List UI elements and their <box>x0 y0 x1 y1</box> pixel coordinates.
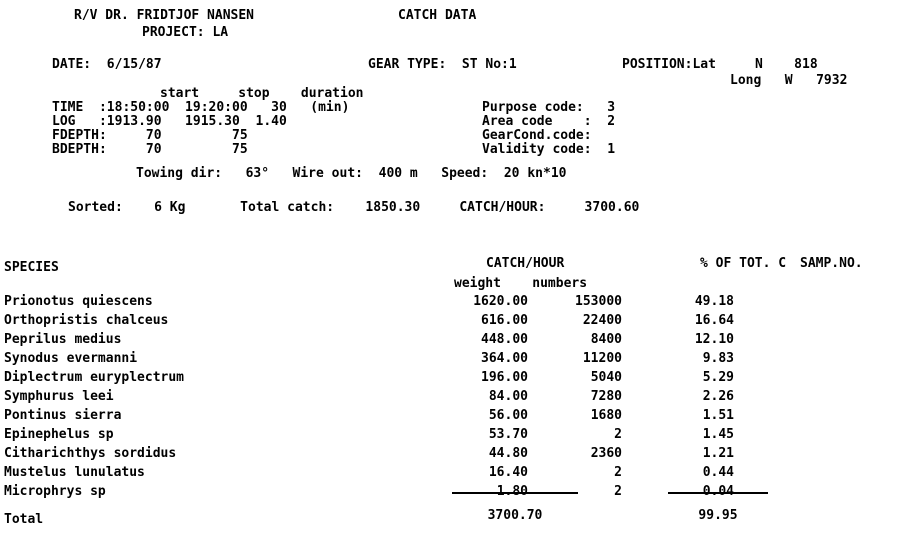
time-field: TIME :18:50:00 19:20:00 30 (min) <box>52 100 350 115</box>
position-long-field: Long W 7932 <box>730 73 848 88</box>
table-row <box>0 427 900 446</box>
towing-details-field: Towing dir: 63° Wire out: 400 m Speed: 20 kn*10 <box>136 166 567 181</box>
species-name: Epinephelus sp <box>4 427 114 442</box>
bdepth-field: BDEPTH: 70 75 <box>52 142 248 157</box>
document-type-title: CATCH DATA <box>398 8 477 23</box>
species-name: Synodus evermanni <box>4 351 138 366</box>
species-name: Peprilus medius <box>4 332 122 347</box>
column-subheader-weight-numbers: weight numbers <box>454 276 588 291</box>
species-numbers: 2 <box>614 465 622 480</box>
table-row <box>0 446 900 465</box>
species-numbers: 8400 <box>590 332 622 347</box>
column-header-species: SPECIES <box>4 260 59 275</box>
vessel-title: R/V DR. FRIDTJOF NANSEN <box>74 8 255 23</box>
species-pct-total: 5.29 <box>702 370 734 385</box>
table-row <box>0 408 900 427</box>
species-weight: 196.00 <box>481 370 528 385</box>
species-weight: 16.40 <box>488 465 528 480</box>
species-pct-total: 16.64 <box>694 313 734 328</box>
column-header-catch-hour: CATCH/HOUR <box>486 256 565 271</box>
species-name: Citharichthys sordidus <box>4 446 177 461</box>
species-numbers: 11200 <box>582 351 622 366</box>
sorted-totals-field: Sorted: 6 Kg Total catch: 1850.30 CATCH/HOUR: 3700.60 <box>68 200 640 215</box>
species-numbers: 2 <box>614 427 622 442</box>
species-pct-total: 9.83 <box>702 351 734 366</box>
weight-total-rule <box>452 492 578 494</box>
total-pct-value: 99.95 <box>698 508 738 523</box>
time-columns-header: start stop duration <box>160 86 364 101</box>
species-pct-total: 0.44 <box>702 465 734 480</box>
gear-condition-code-field: GearCond.code: <box>482 128 592 143</box>
species-numbers: 22400 <box>582 313 622 328</box>
area-code-field: Area code : 2 <box>482 114 616 129</box>
species-numbers: 2 <box>614 484 622 499</box>
species-pct-total: 2.26 <box>702 389 734 404</box>
date-field: DATE: 6/15/87 <box>52 57 162 72</box>
species-weight: 53.70 <box>488 427 528 442</box>
species-numbers: 1680 <box>590 408 622 423</box>
table-row <box>0 332 900 351</box>
species-weight: 364.00 <box>481 351 528 366</box>
species-weight: 84.00 <box>488 389 528 404</box>
table-row <box>0 465 900 484</box>
table-row <box>0 313 900 332</box>
gear-type-field: GEAR TYPE: ST No:1 <box>368 57 517 72</box>
species-weight: 448.00 <box>481 332 528 347</box>
log-field: LOG :1913.90 1915.30 1.40 <box>52 114 287 129</box>
species-name: Mustelus lunulatus <box>4 465 145 480</box>
species-pct-total: 1.45 <box>702 427 734 442</box>
species-pct-total: 1.51 <box>702 408 734 423</box>
table-row <box>0 370 900 389</box>
species-numbers: 153000 <box>575 294 622 309</box>
column-header-samp-no: SAMP.NO. <box>800 256 863 271</box>
validity-code-field: Validity code: 1 <box>482 142 616 157</box>
column-header-pct-total: % OF TOT. C <box>700 256 787 271</box>
species-pct-total: 49.18 <box>694 294 734 309</box>
species-weight: 56.00 <box>488 408 528 423</box>
total-weight-value: 3700.70 <box>487 508 543 523</box>
species-name: Pontinus sierra <box>4 408 122 423</box>
position-lat-field: POSITION:Lat N 818 <box>622 57 818 72</box>
pct-total-rule <box>668 492 768 494</box>
species-pct-total: 12.10 <box>694 332 734 347</box>
species-weight: 1620.00 <box>473 294 528 309</box>
species-pct-total: 0.04 <box>702 484 734 499</box>
species-name: Diplectrum euryplectrum <box>4 370 185 385</box>
species-numbers: 7280 <box>590 389 622 404</box>
species-table-body <box>0 294 900 503</box>
table-row <box>0 351 900 370</box>
total-label: Total <box>4 512 44 527</box>
species-name: Symphurus leei <box>4 389 114 404</box>
species-weight: 1.80 <box>496 484 528 499</box>
species-weight: 616.00 <box>481 313 528 328</box>
purpose-code-field: Purpose code: 3 <box>482 100 616 115</box>
species-numbers: 5040 <box>590 370 622 385</box>
species-numbers: 2360 <box>590 446 622 461</box>
table-row <box>0 294 900 313</box>
fdepth-field: FDEPTH: 70 75 <box>52 128 248 143</box>
project-label: PROJECT: LA <box>142 25 229 40</box>
species-name: Microphrys sp <box>4 484 106 499</box>
species-name: Orthopristis chalceus <box>4 313 169 328</box>
species-weight: 44.80 <box>488 446 528 461</box>
species-pct-total: 1.21 <box>702 446 734 461</box>
species-name: Prionotus quiescens <box>4 294 153 309</box>
table-row <box>0 389 900 408</box>
